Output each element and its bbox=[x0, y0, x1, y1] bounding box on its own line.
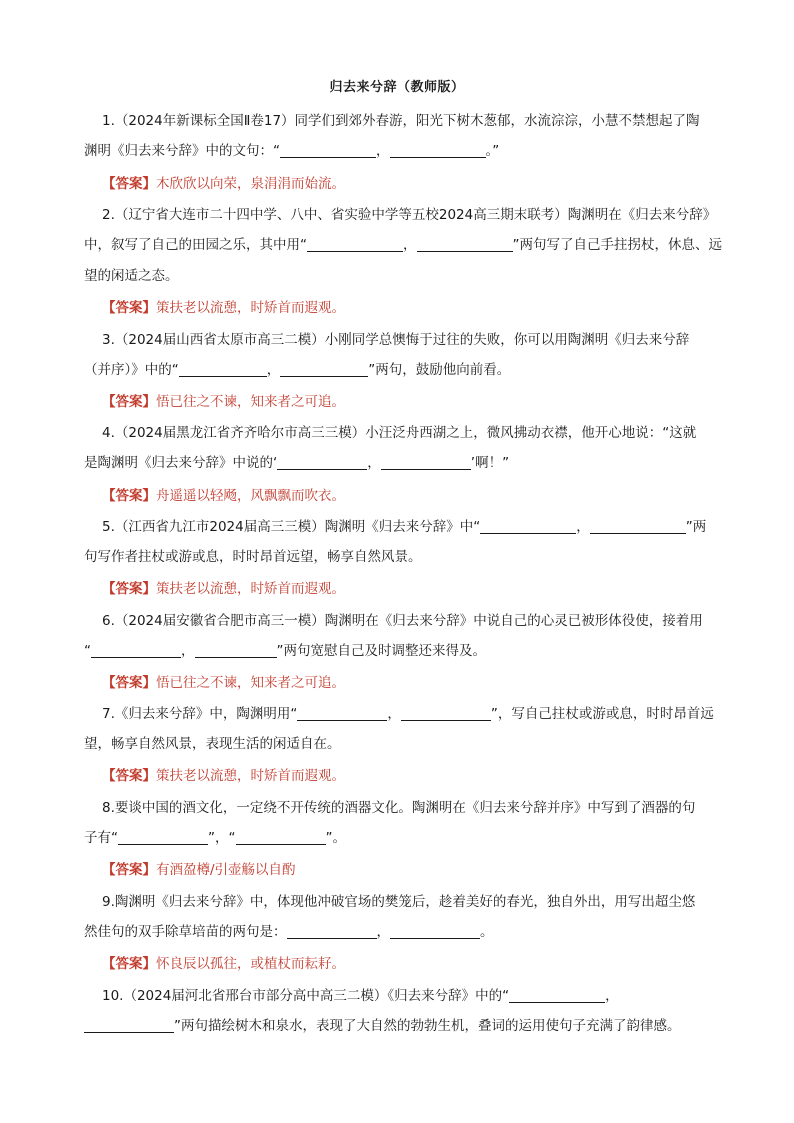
answer-blank[interactable] bbox=[236, 828, 326, 845]
answer-text: 木欣欣以向荣，泉涓涓而始流。 bbox=[156, 176, 345, 192]
question-text: 望的闲适之态。 bbox=[84, 268, 179, 284]
question-1 bbox=[102, 106, 722, 136]
question-8-cont bbox=[84, 823, 724, 853]
answer-text: 怀良辰以孤往，或植杖而耘耔。 bbox=[156, 956, 345, 972]
question-1-cont bbox=[84, 136, 724, 166]
answer-tag: 【答案】 bbox=[102, 488, 156, 504]
question-6 bbox=[102, 606, 722, 636]
question-text: 2.（辽宁省大连市二十四中学、八中、省实验中学等五校2024高三期末联考）陶渊明在《归去来兮辞》 bbox=[102, 207, 717, 223]
question-5-cont bbox=[84, 542, 724, 572]
separator: ， bbox=[367, 455, 381, 471]
question-9-cont bbox=[84, 917, 724, 947]
separator: ， bbox=[403, 237, 417, 253]
question-text: 8.要谈中国的酒文化，一定绕不开传统的酒器文化。陶渊明在《归去来兮辞并序》中写到了酒器的句 bbox=[102, 800, 696, 816]
separator: ， bbox=[387, 706, 401, 722]
question-text: 7.《归去来兮辞》中，陶渊明用“ bbox=[102, 706, 298, 722]
closing: ’啊！” bbox=[470, 455, 510, 471]
question-text: 1.（2024年新课标全国Ⅱ卷17）同学们到郊外春游，阳光下树木葱郁，水流淙淙，小慧不禁想起了陶 bbox=[102, 113, 700, 129]
separator: ， bbox=[376, 924, 390, 940]
question-text: 渊明《归去来兮辞》中的文句：“ bbox=[84, 143, 280, 159]
closing: ”两句宽慰自己及时调整还来得及。 bbox=[276, 643, 486, 659]
separator: ， bbox=[376, 143, 390, 159]
question-text: 3.（2024届山西省太原市高三二模）小刚同学总懊悔于过往的失败，你可以用陶渊明《归去来兮辞 bbox=[102, 332, 690, 348]
question-text: “ bbox=[84, 643, 91, 659]
question-9 bbox=[102, 887, 722, 917]
question-text: 10.（2024届河北省邢台市部分高中高三二模）《归去来兮辞》中的“ bbox=[102, 988, 510, 1004]
answer-tag: 【答案】 bbox=[102, 394, 156, 410]
closing: ”。 bbox=[325, 830, 346, 846]
separator: ， bbox=[605, 988, 619, 1004]
answer-tag: 【答案】 bbox=[102, 768, 156, 784]
answer-blank[interactable] bbox=[287, 922, 377, 939]
answer-9 bbox=[102, 949, 722, 979]
answer-2 bbox=[102, 293, 722, 323]
question-10 bbox=[102, 981, 722, 1011]
answer-blank[interactable] bbox=[381, 453, 471, 470]
answer-blank[interactable] bbox=[390, 141, 486, 158]
closing: ”两句写了自己手拄拐杖，休息、远 bbox=[512, 237, 722, 253]
question-3-cont bbox=[84, 355, 724, 385]
answer-text: 策扶老以流憩，时矫首而遐观。 bbox=[156, 581, 345, 597]
closing: 。” bbox=[485, 143, 500, 159]
question-2 bbox=[102, 200, 722, 230]
question-8 bbox=[102, 793, 722, 823]
separator: ， bbox=[181, 643, 195, 659]
answer-blank[interactable] bbox=[297, 704, 387, 721]
question-4-cont bbox=[84, 448, 724, 478]
answer-blank[interactable] bbox=[401, 704, 491, 721]
question-3 bbox=[102, 325, 722, 355]
closing: 。 bbox=[480, 924, 494, 940]
answer-blank[interactable] bbox=[280, 360, 368, 377]
question-4 bbox=[102, 418, 722, 448]
answer-4 bbox=[102, 481, 722, 511]
answer-blank[interactable] bbox=[195, 641, 277, 658]
answer-text: 策扶老以流憩，时矫首而遐观。 bbox=[156, 768, 345, 784]
question-2-cont2 bbox=[84, 261, 724, 291]
separator: ， bbox=[266, 362, 281, 378]
separator: ”，“ bbox=[208, 830, 236, 846]
question-6-cont bbox=[84, 636, 724, 666]
question-text: 子有“ bbox=[84, 830, 118, 846]
answer-blank[interactable] bbox=[118, 828, 208, 845]
answer-text: 舟遥遥以轻飏，风飘飘而吹衣。 bbox=[156, 488, 345, 504]
answer-7 bbox=[102, 761, 722, 791]
question-text: 然佳句的双手除草培苗的两句是： bbox=[84, 924, 287, 940]
answer-tag: 【答案】 bbox=[102, 176, 156, 192]
answer-8 bbox=[102, 855, 722, 885]
question-text: （并序）》中的“ bbox=[84, 362, 179, 378]
question-text: ”两句描绘树木和泉水，表现了大自然的勃勃生机，叠词的运用使句子充满了韵律感。 bbox=[174, 1018, 681, 1034]
question-10-cont bbox=[84, 1011, 724, 1041]
answer-tag: 【答案】 bbox=[102, 581, 156, 597]
answer-5 bbox=[102, 574, 722, 604]
answer-blank[interactable] bbox=[280, 141, 376, 158]
answer-6 bbox=[102, 668, 722, 698]
question-text: 4.（2024届黑龙江省齐齐哈尔市高三三模）小汪泛舟西湖之上，微风拂动衣襟，他开心地说：“这就 bbox=[102, 425, 697, 441]
answer-blank[interactable] bbox=[480, 517, 576, 534]
answer-text: 悟已往之不谏，知来者之可追。 bbox=[156, 394, 345, 410]
answer-blank[interactable] bbox=[509, 986, 605, 1003]
question-text: 句写作者拄杖或游或息，时时昂首远望，畅享自然风景。 bbox=[84, 549, 422, 565]
question-text: 5.（江西省九江市2024届高三三模）陶渊明《归去来兮辞》中“ bbox=[102, 519, 481, 535]
answer-text: 策扶老以流憩，时矫首而遐观。 bbox=[156, 300, 345, 316]
question-text: 6.（2024届安徽省合肥市高三一模）陶渊明在《归去来兮辞》中说自己的心灵已被形体役使，接着用 bbox=[102, 613, 703, 629]
answer-text: 悟已往之不谏，知来者之可追。 bbox=[156, 675, 345, 691]
question-text: 9.陶渊明《归去来兮辞》中，体现他冲破官场的樊笼后，趁着美好的春光，独自外出，用写出超尘悠 bbox=[102, 894, 696, 910]
separator: ， bbox=[576, 519, 590, 535]
answer-blank[interactable] bbox=[307, 235, 403, 252]
answer-blank[interactable] bbox=[277, 453, 367, 470]
answer-blank[interactable] bbox=[84, 1016, 174, 1033]
closing: ”两 bbox=[685, 519, 707, 535]
answer-tag: 【答案】 bbox=[102, 300, 156, 316]
answer-blank[interactable] bbox=[179, 360, 267, 377]
answer-blank[interactable] bbox=[91, 641, 181, 658]
answer-blank[interactable] bbox=[417, 235, 513, 252]
answer-blank[interactable] bbox=[390, 922, 480, 939]
closing: ”，写自己拄杖或游或息，时时昂首远 bbox=[490, 706, 714, 722]
question-7 bbox=[102, 699, 722, 729]
page-title: 归去来兮辞（教师版） bbox=[329, 80, 465, 95]
question-2-cont bbox=[84, 230, 724, 260]
closing: ”两句，鼓励他向前看。 bbox=[368, 362, 511, 378]
answer-tag: 【答案】 bbox=[102, 862, 156, 878]
answer-tag: 【答案】 bbox=[102, 675, 156, 691]
question-text: 是陶渊明《归去来兮辞》中说的‘ bbox=[84, 455, 278, 471]
question-5 bbox=[102, 512, 722, 542]
question-text: 望，畅享自然风景，表现生活的闲适自在。 bbox=[84, 736, 341, 752]
question-7-cont bbox=[84, 729, 724, 759]
answer-blank[interactable] bbox=[590, 517, 686, 534]
answer-1 bbox=[102, 169, 722, 199]
question-text: 中，叙写了自己的田园之乐，其中用“ bbox=[84, 237, 307, 253]
answer-3 bbox=[102, 387, 722, 417]
answer-text: 有酒盈樽/引壶觞以自酌 bbox=[156, 862, 296, 878]
answer-tag: 【答案】 bbox=[102, 956, 156, 972]
